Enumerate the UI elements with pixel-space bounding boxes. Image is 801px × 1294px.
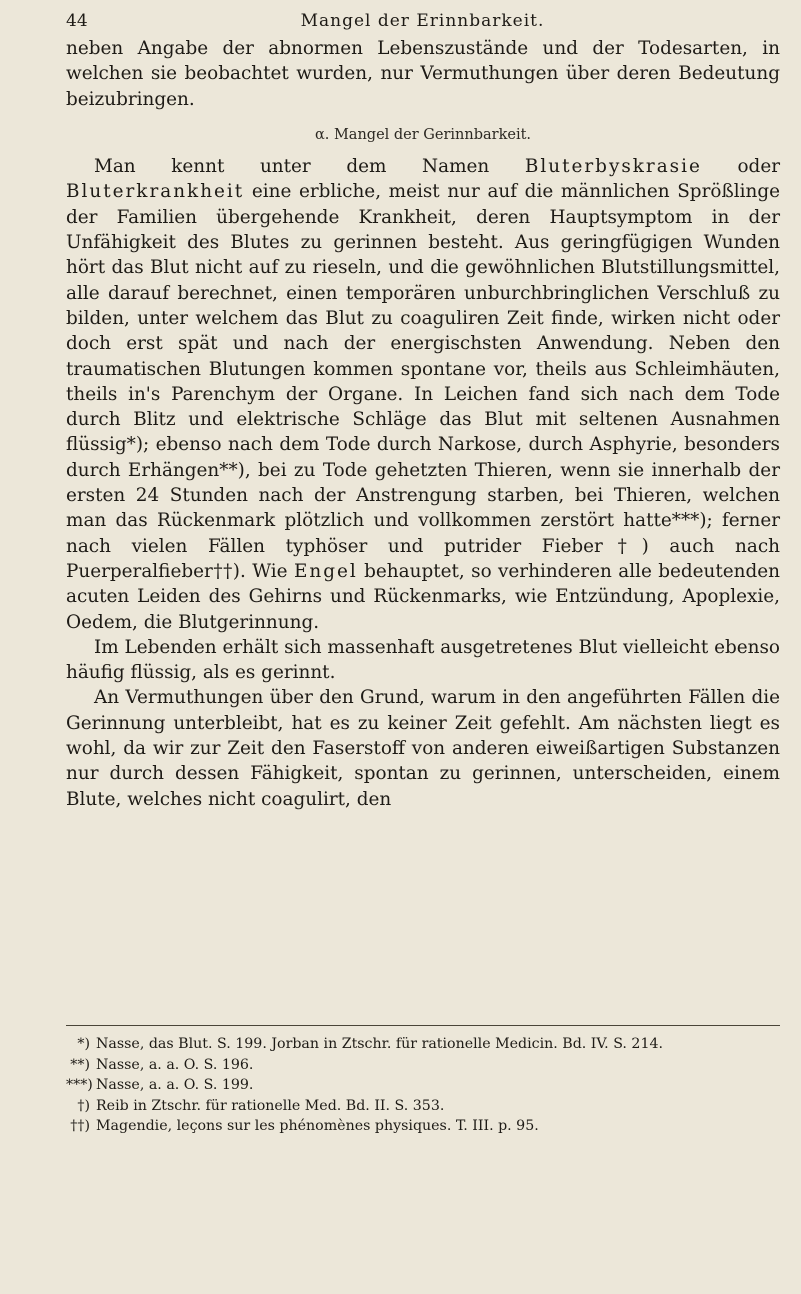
footnote-text: Magendie, leçons sur les phénomènes physiques. T. III. p. 95. — [96, 1118, 539, 1134]
footnotes — [66, 1034, 780, 1137]
paragraph-text: eine erbliche, meist nur auf die männlichen Sprößlinge der Familien übergehende Krankheit, deren Hauptsymptom in der Unfähigkeit des Blutes zu gerinnen besteht. Aus geringfügigen Wunden hört das Blut nicht auf zu rieseln, und die gewöhnlichen Blutstillungsmittel, alle darauf berechnet, einen temporären unburchbringlichen Verschluß zu bilden, unter welchem das Blut zu coaguliren Zeit finde, wirken nicht oder doch erst spät und nach der energischsten Anwendung. Neben den traumatischen Blutungen kommen spontane vor, theils aus Schleimhäuten, theils in's Parenchym der Organe. In Leichen fand sich nach dem Tode durch Blitz und elektrische Schläge das Blut mit seltenen Ausnahmen flüssig*); ebenso nach dem Tode durch Narkose, durch Asphyrie, besonders durch Erhängen**), bei zu Tode gehetzten Thieren, wenn sie innerhalb der ersten 24 Stunden nach der Anstrengung starben, bei Thieren, welchen man das Rückenmark plötzlich und vollkommen zerstört hatte***); ferner nach vielen Fällen typhöser und putrider Fieber†) auch nach Puerperalfieber††). Wie — [66, 181, 780, 582]
footnote-mark: †) — [77, 1097, 90, 1114]
footnote — [66, 1034, 780, 1055]
footnote-text: Nasse, das Blut. S. 199. Jorban in Ztschr. für rationelle Medicin. Bd. IV. S. 214. — [96, 1036, 664, 1052]
paragraph-text: behauptet, so verhinderen alle bedeutenden acuten Leiden des Gehirns und Rückenmarks, wie Entzündung, Apoplexie, Oedem, die Blutgerinnung. — [66, 560, 781, 633]
footnote-text: Nasse, a. a. O. S. 196. — [96, 1056, 254, 1073]
paragraph-vermuthungen: An Vermuthungen über den Grund, warum in den angeführten Fällen die Gerinnung unterbleibt, hat es zu keiner Zeit gefehlt. Am nächsten liegt es wohl, da wir zur Zeit den Faserstoff von anderen eiweißartigen Substanzen nur durch dessen Fähigkeit, spontan zu gerinnen, unterscheiden, einem Blute, welches nicht coagulirt, den — [66, 687, 780, 810]
running-title: Mangel der Erinnbarkeit. — [300, 11, 545, 31]
page-header — [66, 8, 779, 34]
footnote — [66, 1075, 780, 1096]
footnote-mark: ***) — [66, 1077, 93, 1093]
footnote-divider — [66, 1025, 780, 1026]
footnote — [66, 1055, 780, 1076]
footnote-text: Reib in Ztschr. für rationelle Med. Bd. II. S. 353. — [96, 1097, 445, 1114]
footnote-mark: **) — [70, 1056, 90, 1073]
main-text — [66, 36, 780, 812]
paragraph-bluter — [66, 154, 780, 635]
section-subheading: α. Mangel der Gerinnbarkeit. — [314, 126, 532, 143]
paragraph-lebenden: Im Lebenden erhält sich massenhaft ausgetretenes Blut vielleicht ebenso häufig flüssig, als es gerinnt. — [66, 636, 780, 684]
paragraph-text: Man kennt unter dem Namen — [94, 156, 525, 178]
footnote-text: Nasse, a. a. O. S. 199. — [96, 1077, 254, 1093]
footnote — [66, 1116, 780, 1137]
footnote-mark: *) — [77, 1036, 90, 1052]
term-bluterkrankheit: Bluterkrankheit — [66, 181, 245, 203]
paragraph-text: oder — [701, 156, 781, 178]
paragraph-continuation: neben Angabe der abnormen Lebenszustände und der Todesarten, in welchen sie beobachtet wurden, nur Vermuthungen über deren Bedeutung beizubringen. — [66, 38, 780, 110]
term-bluterdyskrasie: Bluterbyskrasie — [524, 156, 702, 178]
author-name-engel: Engel — [293, 560, 358, 582]
page-number: 44 — [66, 11, 88, 31]
footnote-mark: ††) — [70, 1118, 90, 1134]
footnote — [66, 1096, 780, 1117]
